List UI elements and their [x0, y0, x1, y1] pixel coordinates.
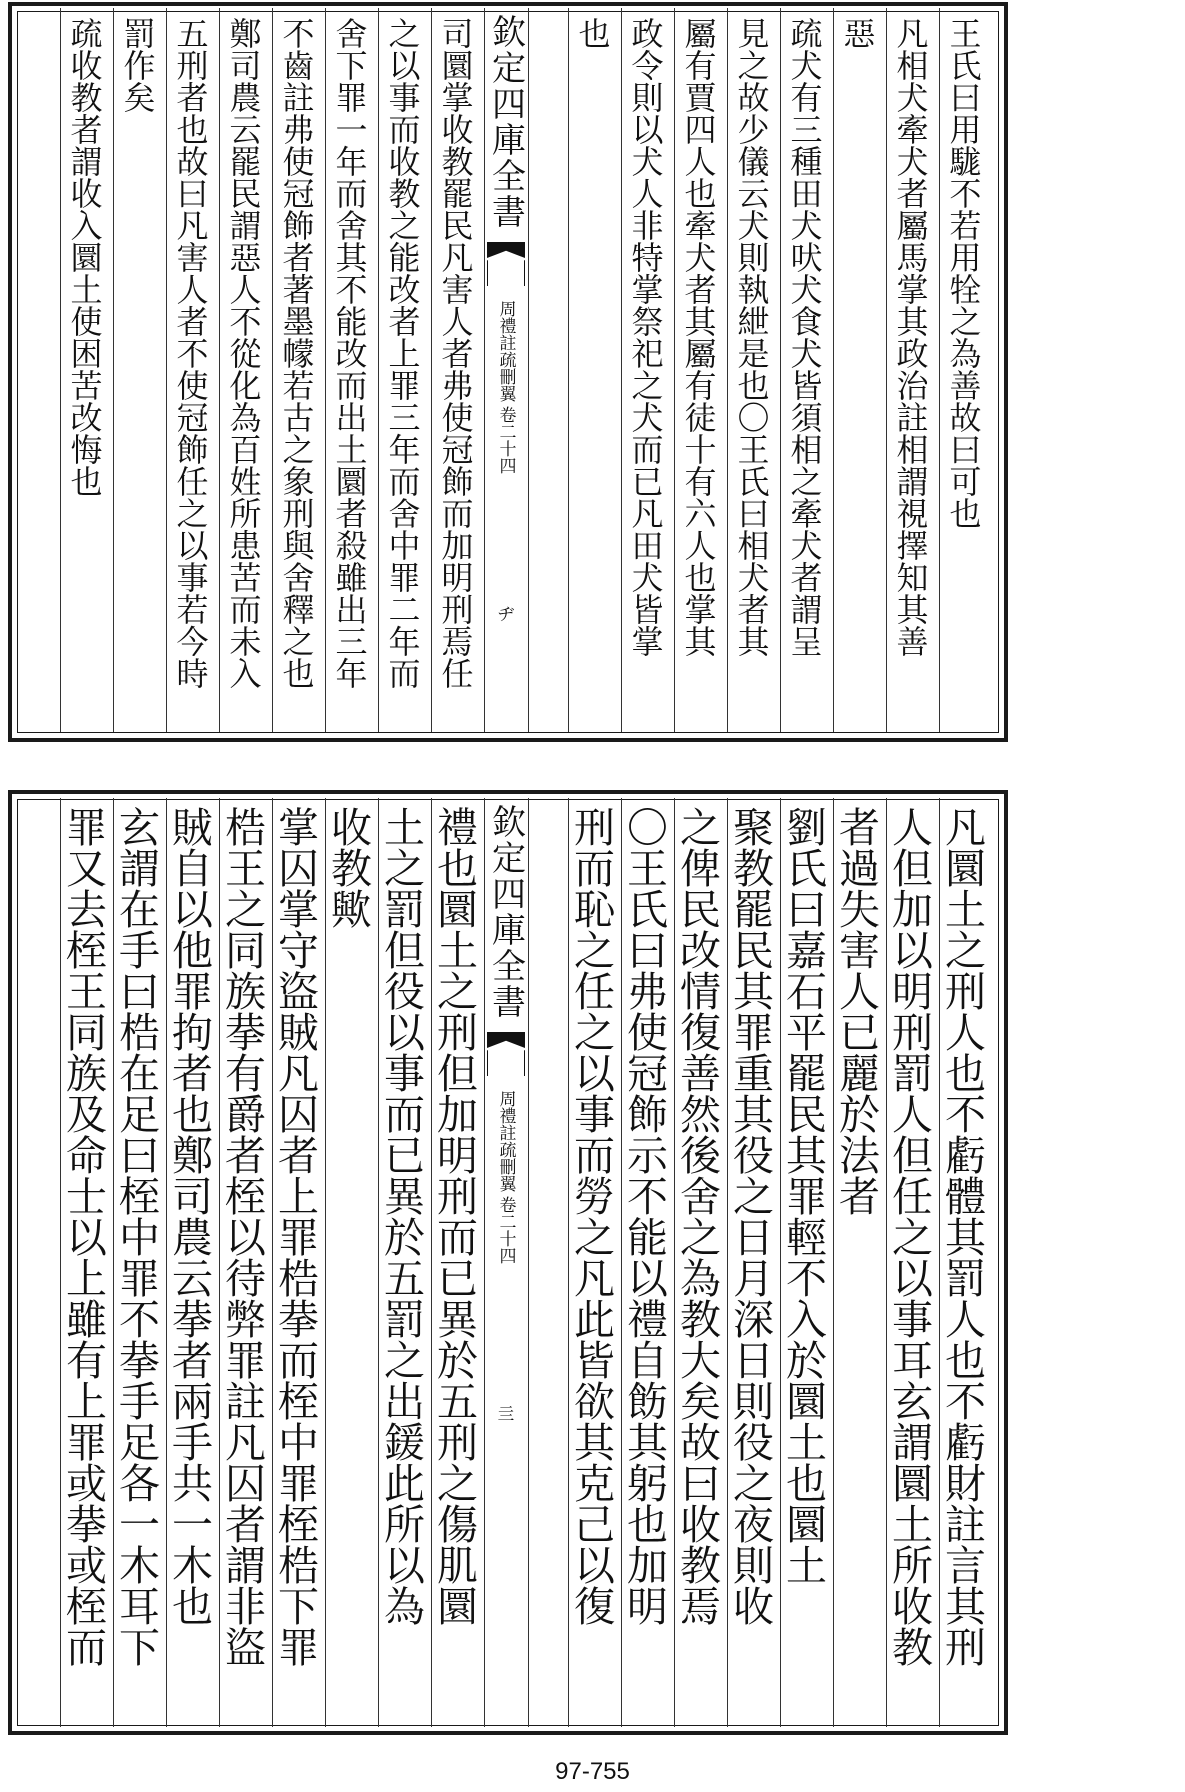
- book-title: 欽定四庫全書: [485, 804, 526, 1020]
- text-column: 收 教 歟: [331, 804, 372, 934]
- center-strip-border: [484, 8, 485, 732]
- page-code: 97-755: [555, 1758, 630, 1785]
- book-title: 欽定四庫全書: [485, 14, 526, 230]
- column-divider: [272, 798, 273, 1727]
- leaf-number: ヂ: [497, 605, 515, 625]
- top-page: [0, 0, 1185, 745]
- text-column: 政 令 則 以 犬 人 非 特 掌 祭 祀 之 犬 而 已 凡 田 犬 皆 掌: [631, 15, 664, 661]
- column-divider: [60, 8, 61, 732]
- book-subtitle: 周禮註疏刪翼 卷二十四: [495, 300, 516, 474]
- text-column: 凡 圜 土 之 刑 人 也 不 虧 體 其 罰 人 也 不 虧 財 註 言 其 刑: [945, 804, 986, 1672]
- column-divider: [621, 798, 622, 1727]
- column-divider: [939, 798, 940, 1727]
- text-column: 之 俾 民 改 情 復 善 然 後 舍 之 為 教 大 矣 故 曰 收 教 焉: [680, 804, 721, 1631]
- text-column: 聚 教 罷 民 其 罪 重 其 役 之 日 月 深 日 則 役 之 夜 則 收: [733, 804, 774, 1631]
- column-divider: [568, 798, 569, 1727]
- text-column: 玄 謂 在 手 曰 梏 在 足 曰 桎 中 罪 不 拲 手 足 各 一 木 耳 下: [119, 804, 160, 1672]
- text-column: 舍 下 罪 一 年 而 舍 其 不 能 改 而 出 土 圜 者 殺 雖 出 三 年: [335, 15, 368, 693]
- text-column: 梏 王 之 同 族 拲 有 爵 者 桎 以 待 弊 罪 註 凡 囚 者 謂 非 盜: [225, 804, 266, 1672]
- column-divider: [219, 8, 220, 732]
- center-strip-border: [528, 798, 529, 1727]
- column-divider: [674, 798, 675, 1727]
- fish-tail-mark-icon: [487, 242, 525, 286]
- text-column: 疏 犬 有 三 種 田 犬 吠 犬 食 犬 皆 須 相 之 牽 犬 者 謂 呈: [790, 15, 823, 661]
- center-strip-border: [528, 8, 529, 732]
- text-column: 王 氏 曰 用 駹 不 若 用 牷 之 為 善 故 曰 可 也: [949, 15, 982, 533]
- column-divider: [378, 798, 379, 1727]
- column-divider: [886, 798, 887, 1727]
- column-divider: [674, 8, 675, 732]
- text-column: 屬 有 賈 四 人 也 牽 犬 者 其 屬 有 徒 十 有 六 人 也 掌 其: [684, 15, 717, 661]
- text-column: 劉 氏 曰 嘉 石 平 罷 民 其 罪 輕 不 入 於 圜 土 也 圜 土: [786, 804, 827, 1590]
- text-column: 罪 又 去 桎 王 同 族 及 命 士 以 上 雖 有 上 罪 或 拲 或 桎 而: [66, 804, 107, 1672]
- column-divider: [325, 8, 326, 732]
- column-divider: [378, 8, 379, 732]
- column-divider: [939, 8, 940, 732]
- text-column: 禮 也 圜 土 之 刑 但 加 明 刑 而 已 異 於 五 刑 之 傷 肌 圜: [437, 804, 478, 1631]
- column-divider: [431, 8, 432, 732]
- column-divider: [272, 8, 273, 732]
- text-column: 惡: [843, 15, 876, 53]
- text-column: 〇 王 氏 曰 弗 使 冠 飾 示 不 能 以 禮 自 飭 其 躬 也 加 明: [627, 804, 668, 1631]
- text-column: 也: [578, 15, 611, 53]
- text-column: 掌 囚 掌 守 盜 賊 凡 囚 者 上 罪 梏 拲 而 桎 中 罪 桎 梏 下 罪: [278, 804, 319, 1672]
- column-divider: [166, 798, 167, 1727]
- column-divider: [780, 798, 781, 1727]
- column-divider: [431, 798, 432, 1727]
- column-divider: [886, 8, 887, 732]
- column-divider: [113, 798, 114, 1727]
- text-column: 鄭 司 農 云 罷 民 謂 惡 人 不 從 化 為 百 姓 所 患 苦 而 未 入: [229, 15, 262, 693]
- column-divider: [166, 8, 167, 732]
- top-center-strip: [484, 10, 528, 625]
- column-divider: [113, 8, 114, 732]
- column-divider: [780, 8, 781, 732]
- bottom-center-strip: [484, 800, 528, 1425]
- center-strip-border: [484, 798, 485, 1727]
- column-divider: [621, 8, 622, 732]
- column-divider: [727, 798, 728, 1727]
- column-divider: [60, 798, 61, 1727]
- column-divider: [325, 798, 326, 1727]
- text-column: 見 之 故 少 儀 云 犬 則 執 紲 是 也 〇 王 氏 曰 相 犬 者 其: [737, 15, 770, 661]
- text-column: 不 齒 註 弗 使 冠 飾 者 著 墨 幪 若 古 之 象 刑 與 舍 釋 之 也: [282, 15, 315, 693]
- bottom-page: [0, 790, 1185, 1750]
- text-column: 之 以 事 而 收 教 之 能 改 者 上 罪 三 年 而 舍 中 罪 二 年 而: [388, 15, 421, 693]
- column-divider: [219, 798, 220, 1727]
- text-column: 罰 作 矣: [123, 15, 156, 117]
- text-column: 刑 而 恥 之 任 之 以 事 而 勞 之 凡 此 皆 欲 其 克 己 以 復: [574, 804, 615, 1631]
- text-column: 者 過 失 害 人 已 麗 於 法 者: [839, 804, 880, 1221]
- text-column: 土 之 罰 但 役 以 事 而 已 異 於 五 罰 之 出 鍰 此 所 以 為: [384, 804, 425, 1631]
- text-column: 疏 收 教 者 謂 收 入 圜 土 使 困 苦 改 悔 也: [70, 15, 103, 501]
- column-divider: [833, 8, 834, 732]
- column-divider: [727, 8, 728, 732]
- fish-tail-mark-icon: [487, 1032, 525, 1076]
- column-divider: [833, 798, 834, 1727]
- book-subtitle: 周禮註疏刪翼 卷二十四: [495, 1090, 516, 1264]
- text-column: 司 圜 掌 收 教 罷 民 凡 害 人 者 弗 使 冠 飾 而 加 明 刑 焉 任: [441, 15, 474, 693]
- text-column: 賊 自 以 他 罪 拘 者 也 鄭 司 農 云 拲 者 兩 手 共 一 木 也: [172, 804, 213, 1631]
- column-divider: [568, 8, 569, 732]
- text-column: 凡 相 犬 牽 犬 者 屬 馬 掌 其 政 治 註 相 謂 視 擇 知 其 善: [896, 15, 929, 661]
- text-column: 五 刑 者 也 故 曰 凡 害 人 者 不 使 冠 飾 任 之 以 事 若 今 時: [176, 15, 209, 693]
- leaf-number: 亖: [497, 1405, 515, 1425]
- text-column: 人 但 加 以 明 刑 罰 人 但 任 之 以 事 耳 玄 謂 圜 土 所 收 教: [892, 804, 933, 1672]
